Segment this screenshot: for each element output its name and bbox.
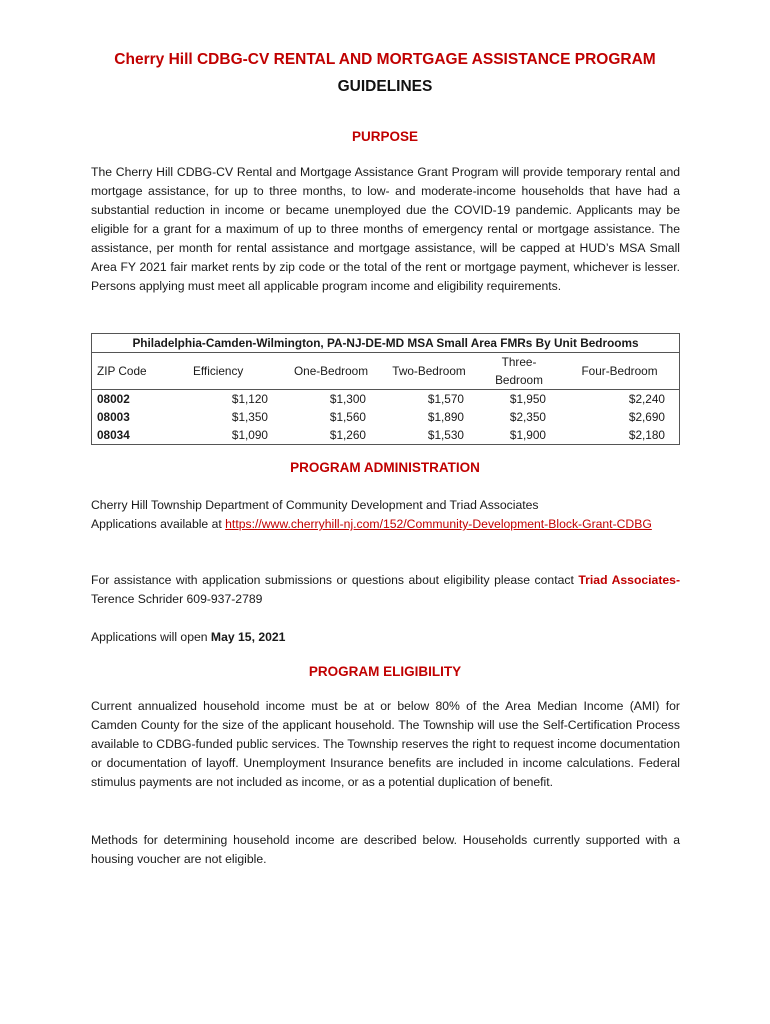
contact-org: Triad Associates- (578, 573, 681, 587)
header-zip-code: ZIP Code (92, 353, 189, 390)
purpose-paragraph: The Cherry Hill CDBG-CV Rental and Mortgage Assistance Grant Program will provide temporary rental and mortgage assistance, for up to three months, to low- and moderate-income households that have had a substantial reduction in income or became unemployed due the COVID-19 pandemic. Applicants may be eligible for a grant for a maximum of up to three months of emergency rental or mortgage assistance. The assistance, per month for rental assistance and mortgage assistance, will be capped at HUD’s MSA Small Area FY 2021 fair market rents by zip code or the total of the rent or mortgage payment, whichever is lesser. Persons applying must meet all applicable program income and eligibility requirements. (91, 165, 680, 293)
fmr-table (91, 333, 680, 445)
rent-cell: $1,560 (329, 410, 366, 424)
purpose-heading: PURPOSE (351, 129, 419, 144)
table-row (92, 426, 680, 445)
rent-cell: $2,350 (509, 410, 546, 424)
contact-person: Terence Schrider 609-937-2789 (91, 592, 263, 606)
rent-cell: $1,530 (427, 428, 464, 442)
header-one-bedroom: One-Bedroom (282, 353, 380, 390)
zip-cell: 08034 (97, 428, 130, 442)
header-three-bedroom (478, 353, 560, 390)
header-four-bedroom: Four-Bedroom (560, 353, 680, 390)
fmr-table-caption: Philadelphia-Camden-Wilmington, PA-NJ-DE-MD MSA Small Area FMRs By Unit Bedrooms (92, 334, 680, 353)
zip-cell: 08002 (97, 392, 130, 406)
rent-cell: $2,240 (628, 392, 665, 406)
rent-cell: $1,890 (427, 410, 464, 424)
table-row (92, 408, 680, 426)
rent-cell: $1,300 (329, 392, 366, 406)
rent-cell: $1,120 (231, 392, 268, 406)
header-efficiency: Efficiency (188, 353, 282, 390)
cdbg-link[interactable]: https://www.cherryhill-nj.com/152/Community-Development-Block-Grant-CDBG (225, 517, 652, 531)
open-prefix: Applications will open (91, 630, 208, 644)
document-title: Cherry Hill CDBG-CV RENTAL AND MORTGAGE ASSISTANCE PROGRAM (114, 51, 656, 68)
table-row (92, 390, 680, 409)
applications-prefix: Applications available at (91, 517, 222, 531)
header-two-bedroom: Two-Bedroom (380, 353, 478, 390)
rent-cell: $2,180 (628, 428, 665, 442)
rent-cell: $1,950 (509, 392, 546, 406)
eligibility-heading: PROGRAM ELIGIBILITY (308, 664, 462, 679)
rent-cell: $1,570 (427, 392, 464, 406)
eligibility-paragraph-1: Current annualized household income must be at or below 80% of the Area Median Income (AMI) for Camden County for the size of the applicant household. The Township will use the Self-Certification Process available to CDBG-funded public services. The Township reserves the right to request income documentation or documentation of layoff. Unemployment Insurance benefits are included in income calculations. Federal stimulus payments are not included as income, or as a potential duplication of benefit. (91, 699, 680, 789)
rent-cell: $1,260 (329, 428, 366, 442)
contact-prefix: For assistance with application submissions or questions about eligibility please contact (91, 573, 574, 587)
zip-cell: 08003 (97, 410, 130, 424)
rent-cell: $1,090 (231, 428, 268, 442)
applications-paragraph (91, 515, 680, 534)
rent-cell: $2,690 (628, 410, 665, 424)
contact-paragraph (91, 571, 680, 609)
document-subtitle: GUIDELINES (337, 78, 433, 95)
header-three-bedroom-label: Three-Bedroom (495, 355, 543, 387)
open-date: May 15, 2021 (210, 630, 286, 644)
eligibility-paragraph-2: Methods for determining household income are described below. Households currently supported with a housing voucher are not eligible. (91, 833, 680, 866)
administration-line: Cherry Hill Township Department of Community Development and Triad Associates (91, 498, 539, 512)
open-date-paragraph (91, 628, 680, 647)
administration-heading: PROGRAM ADMINISTRATION (290, 460, 480, 475)
rent-cell: $1,900 (509, 428, 546, 442)
rent-cell: $1,350 (231, 410, 268, 424)
